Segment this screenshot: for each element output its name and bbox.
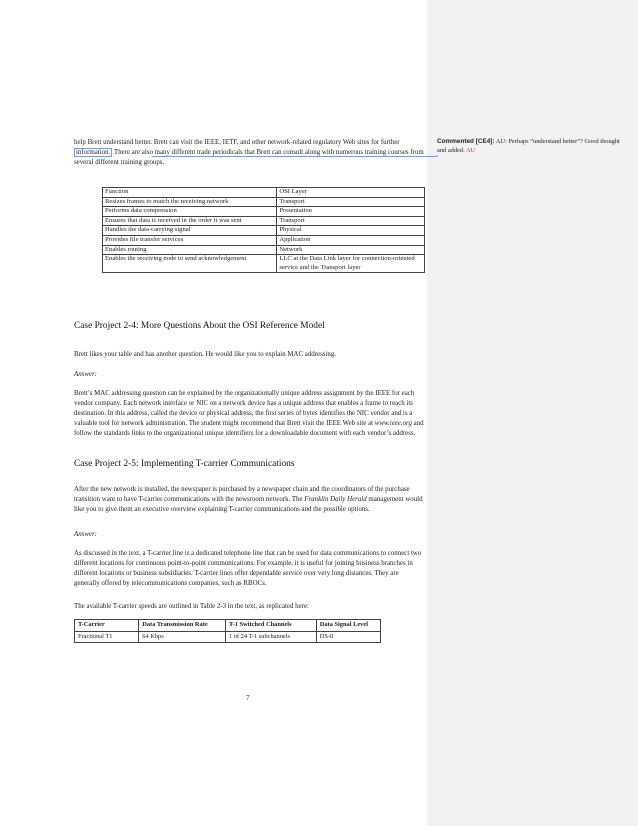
table-header-cell: Function bbox=[103, 188, 277, 198]
answer-label-2-5: Answer: bbox=[74, 531, 97, 538]
table-row bbox=[75, 631, 381, 643]
comment-text: AU: Perhaps “understand better”? Good thought and added. bbox=[437, 138, 620, 154]
question-text-before: After the new network is installed, the newspaper is purchased by a newspaper chain and the coordinators of the purchase transition want to have T-carrier communications with the newsroom network. The bbox=[74, 486, 410, 503]
table-cell: Transport bbox=[277, 197, 425, 207]
table-cell: Enables routing bbox=[103, 245, 277, 255]
section-heading-2-4: Case Project 2-4: More Questions About the OSI Reference Model bbox=[74, 321, 325, 331]
table-header-row bbox=[75, 620, 381, 632]
table-cell: Performs data compression bbox=[103, 207, 277, 217]
table-cell: Presentation bbox=[277, 207, 425, 217]
table-cell: Fractional T1 bbox=[75, 631, 139, 643]
answer-label-2-4: Answer: bbox=[74, 371, 97, 378]
table-cell: 64 Kbps bbox=[139, 631, 226, 643]
table-header-cell: T-1 Switched Channels bbox=[225, 620, 316, 632]
table-cell: DS-0 bbox=[316, 631, 380, 643]
commented-word[interactable]: information. bbox=[76, 149, 111, 156]
table-intro-paragraph: The available T-carrier speeds are outlined in Table 2-3 in the text, as replicated here: bbox=[74, 603, 309, 610]
ieee-link[interactable]: www.ieee.org bbox=[374, 420, 412, 427]
table-row bbox=[103, 226, 425, 236]
table-header-row bbox=[103, 188, 425, 198]
answer-text-after-link: and follow the standards links to the organizational unique identifiers for a downloadable document with each vendor’s address. bbox=[74, 420, 424, 437]
osi-function-table bbox=[102, 187, 425, 273]
question-text-after: management would like you to give them an executive overview explaining T-carrier communications and the possible options. bbox=[74, 496, 423, 513]
table-cell: Network bbox=[277, 245, 425, 255]
table-row bbox=[103, 245, 425, 255]
table-cell: Physical bbox=[277, 226, 425, 236]
answer-text-before-link: Brett’s MAC addressing question can be explained by the organizationally unique address assignment by the IEEE for each vendor company. Each network interface or NIC on a network device has a unique address that enables a frame to reach its destination. In this address, called the device or physical address, the first series of bytes identifies the NIC vendor and is a valuable tool for network administration. The student might recommend that Brett visit the IEEE Web site at bbox=[74, 390, 415, 427]
table-row bbox=[103, 255, 425, 273]
table-cell: Provides file transfer services bbox=[103, 235, 277, 245]
table-cell: Resizes frames to match the receiving network bbox=[103, 197, 277, 207]
section-heading-2-5: Case Project 2-5: Implementing T-carrier Communications bbox=[74, 459, 295, 469]
intro-text-before: help Brett understand better. Brett can visit the IEEE, IETF, and other network-related regulatory Web sites for further bbox=[74, 139, 400, 146]
comment-author: Commented [CE4]: bbox=[437, 138, 495, 145]
table-cell: Transport bbox=[277, 216, 425, 226]
table-cell: LLC at the Data Link layer for connection-oriented service and the Transport layer bbox=[277, 255, 425, 273]
intro-paragraph bbox=[74, 138, 426, 168]
table-row bbox=[103, 197, 425, 207]
table-header-cell: OSI Layer bbox=[277, 188, 425, 198]
table-row bbox=[103, 207, 425, 217]
table-cell: Ensures that data is received in the order it was sent bbox=[103, 216, 277, 226]
table-cell: 1 of 24 T-1 subchannels bbox=[225, 631, 316, 643]
table-cell: Enables the receiving node to send acknowledgement bbox=[103, 255, 277, 273]
table-row bbox=[103, 235, 425, 245]
page-number: 7 bbox=[246, 694, 250, 702]
newspaper-name: Franklin Daily Herald bbox=[304, 496, 367, 503]
table-row bbox=[103, 216, 425, 226]
table-header-cell: Data Signal Level bbox=[316, 620, 380, 632]
answer-paragraph-2-4 bbox=[74, 389, 426, 439]
comment-reply: AU bbox=[465, 147, 476, 154]
question-paragraph-2-4: Brett likes your table and has another question. He would like you to explain MAC addressing. bbox=[74, 351, 336, 358]
table-cell: Handles the data-carrying signal bbox=[103, 226, 277, 236]
intro-text-after: There are also many different trade periodicals that Brett can consult along with numerous training courses from several different training groups. bbox=[74, 149, 424, 166]
comment-balloon[interactable] bbox=[437, 137, 629, 155]
tcarrier-table bbox=[74, 619, 381, 643]
table-header-cell: T-Carrier bbox=[75, 620, 139, 632]
table-cell: Application bbox=[277, 235, 425, 245]
question-paragraph-2-5 bbox=[74, 485, 426, 515]
comment-margin-pane bbox=[427, 0, 638, 826]
answer-paragraph-2-5: As discussed in the text, a T-carrier line is a dedicated telephone line that can be used for data communications to connect two different locations for continuous point-to-point communications. For example, it is useful for joining business branches in different locations or business subsidiaries. T-carrier lines offer dependable service over very long distances. They are generally offered by telecommunications companies, such as RBOCs. bbox=[74, 550, 422, 587]
table-header-cell: Data Transmission Rate bbox=[139, 620, 226, 632]
